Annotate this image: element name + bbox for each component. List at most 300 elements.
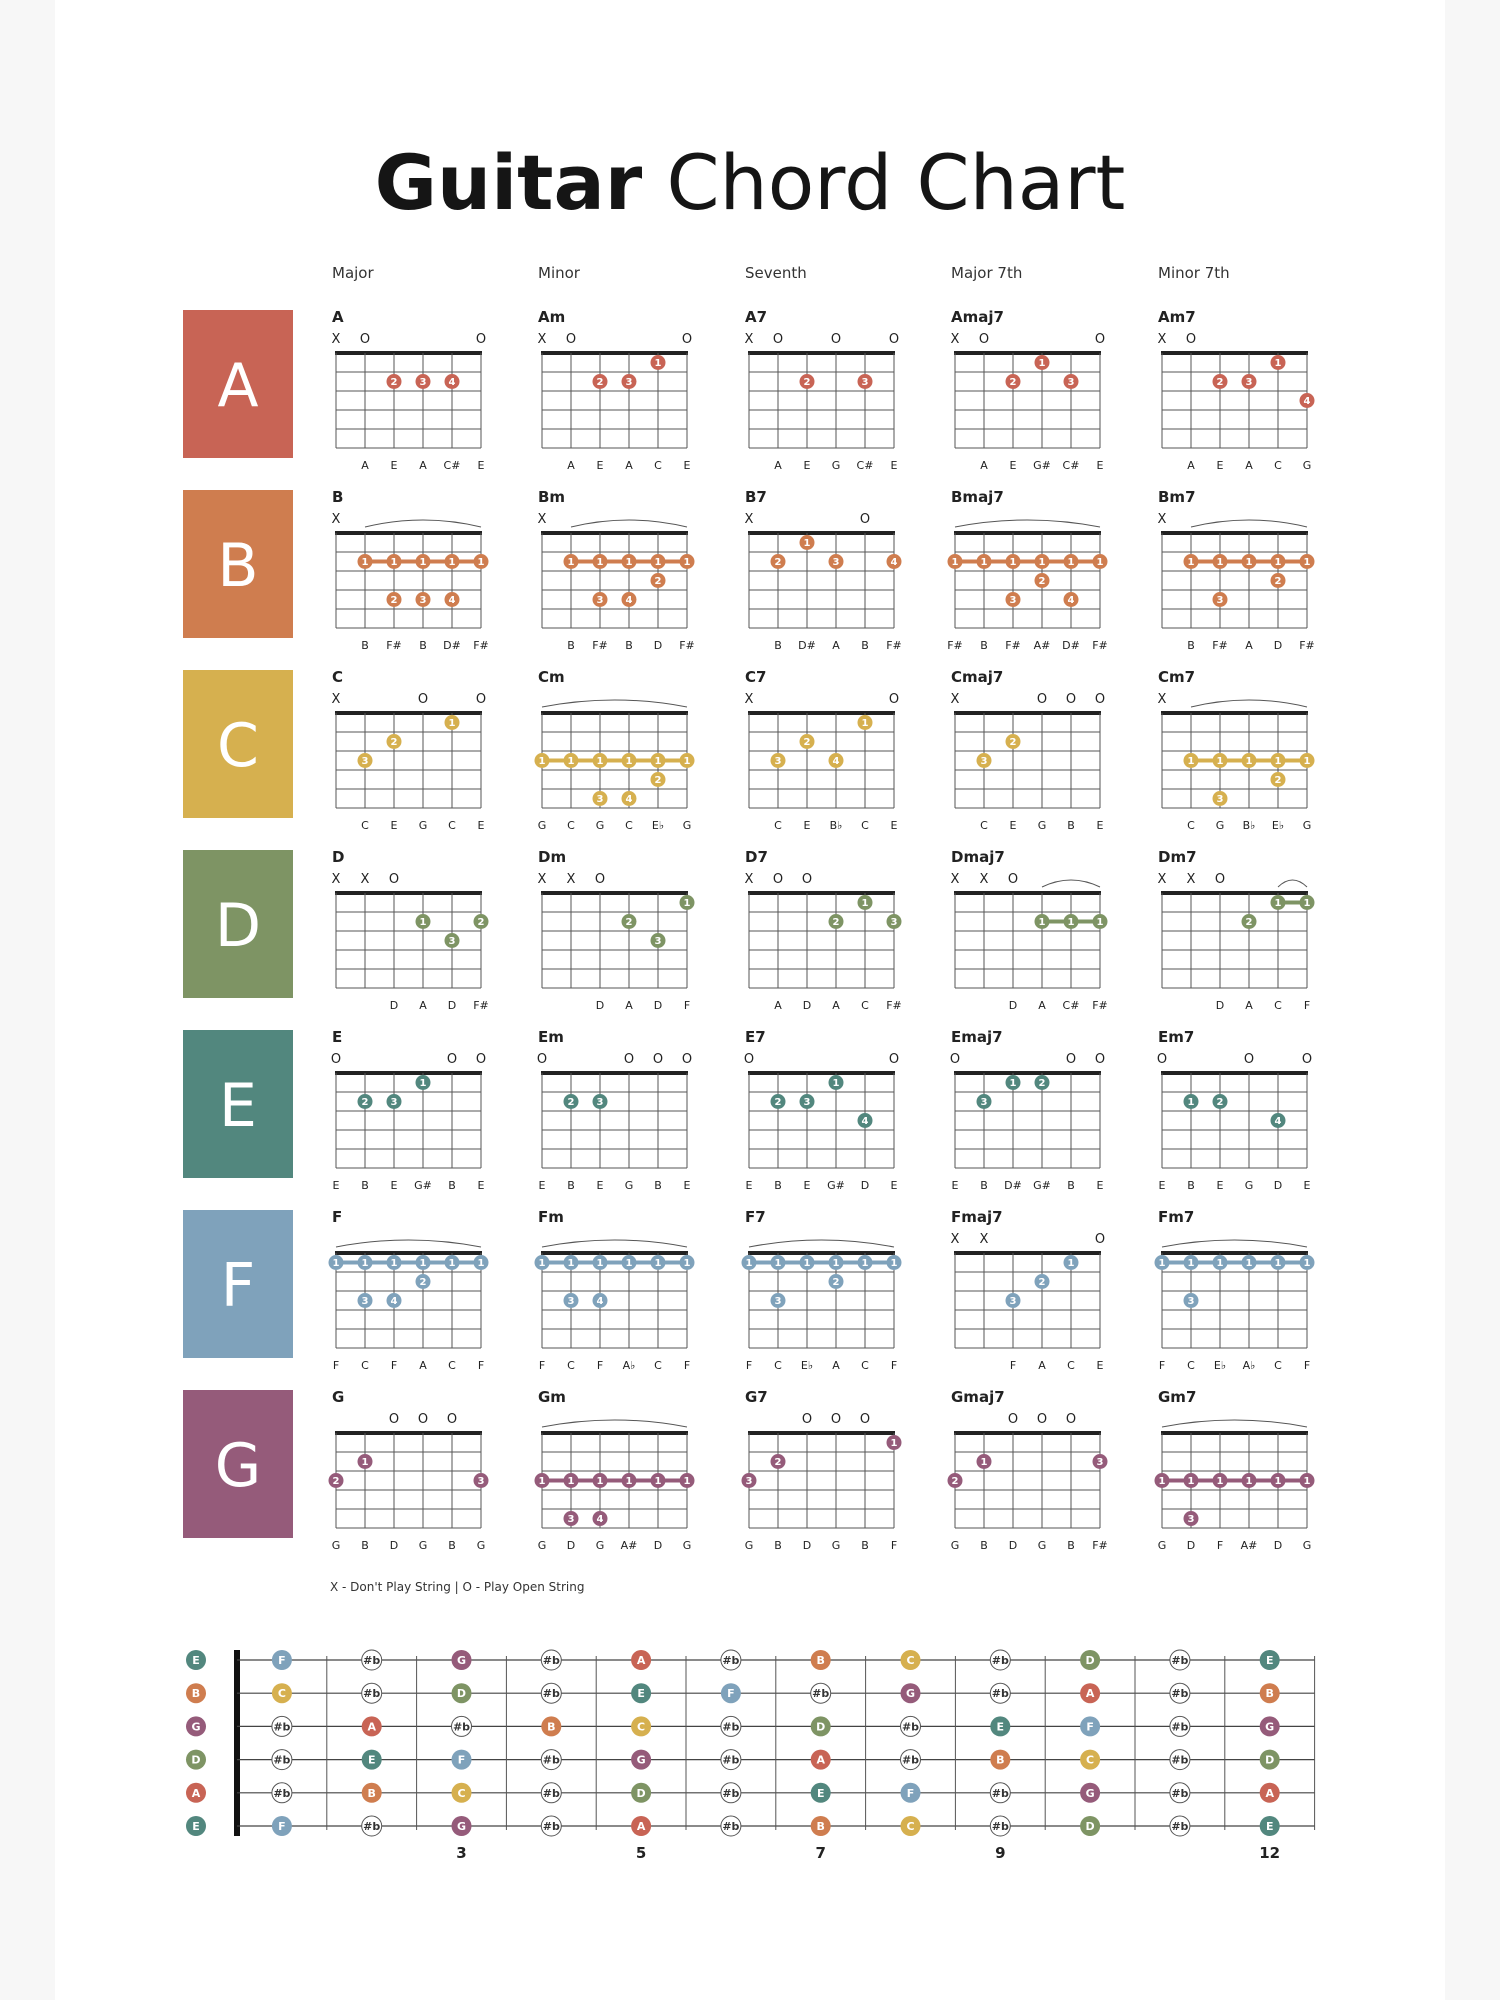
column-header-seventh: Seventh — [745, 264, 807, 282]
string-note: G# — [1033, 1179, 1051, 1192]
fretboard-note-label: A — [1265, 1786, 1274, 1800]
open-marker: O — [1243, 1052, 1255, 1067]
finger-number: 2 — [419, 1277, 427, 1288]
nut — [748, 1071, 895, 1075]
title-bold: Guitar — [374, 138, 643, 227]
finger-number: 1 — [1187, 1258, 1195, 1269]
string-note: A — [774, 999, 782, 1012]
string-note: D — [389, 999, 399, 1012]
finger-number: 1 — [890, 1438, 898, 1449]
string-note: D# — [443, 639, 461, 652]
fretboard-note-label: D — [636, 1786, 646, 1800]
finger-number: 1 — [980, 1457, 988, 1468]
fretboard-note-label: #b — [273, 1720, 291, 1734]
fretboard-note-label: #b — [991, 1786, 1009, 1800]
nut — [541, 531, 688, 535]
fretboard-note-label: A — [636, 1820, 646, 1833]
string-note: E♭ — [800, 1359, 814, 1372]
string-note: E — [803, 1179, 811, 1192]
string-note: D — [653, 1539, 663, 1552]
finger-number: 2 — [774, 1457, 782, 1468]
nut — [541, 1431, 688, 1435]
chord-diagram-Bm7 — [1158, 488, 1315, 652]
string-note: D# — [1062, 639, 1080, 652]
open-marker: O — [652, 1052, 664, 1067]
nut — [1161, 1251, 1308, 1255]
fretboard-note-label: #b — [542, 1687, 560, 1701]
string-note: F — [1303, 1359, 1311, 1372]
string-note: E — [1096, 1179, 1104, 1192]
finger-number: 3 — [596, 794, 604, 805]
string-note: C — [1187, 819, 1195, 832]
string-note: B — [774, 639, 782, 652]
finger-number: 1 — [448, 718, 456, 729]
fretboard-note-label: #b — [1171, 1720, 1189, 1734]
nut — [541, 1071, 688, 1075]
string-note: B — [1187, 639, 1195, 652]
mute-marker: X — [1157, 872, 1167, 887]
finger-number: 1 — [1187, 557, 1195, 568]
fretboard-note-label: E — [192, 1820, 200, 1833]
fretboard-note-label: C — [906, 1820, 915, 1833]
string-note: E♭ — [651, 819, 665, 832]
fretboard-note-label: G — [1265, 1720, 1275, 1734]
finger-number: 2 — [832, 917, 840, 928]
finger-number: 1 — [1158, 1258, 1166, 1269]
finger-number: 3 — [567, 1514, 575, 1525]
string-note: G# — [414, 1179, 432, 1192]
barre-arc — [1162, 1420, 1307, 1427]
fret-number: 7 — [815, 1844, 826, 1862]
string-note: D — [389, 1539, 399, 1552]
fretboard-note-label: G — [905, 1687, 916, 1701]
string-note: A# — [1033, 639, 1051, 652]
finger-number: 1 — [803, 1258, 811, 1269]
nut — [335, 351, 482, 355]
finger-number: 1 — [1187, 1097, 1195, 1108]
finger-number: 2 — [803, 737, 811, 748]
string-note: B — [361, 1539, 369, 1552]
finger-number: 3 — [1216, 794, 1224, 805]
mute-marker: X — [566, 872, 576, 887]
finger-number: 1 — [596, 756, 604, 767]
finger-number: 1 — [890, 1258, 898, 1269]
finger-number: 2 — [832, 1277, 840, 1288]
fretboard-note-label: #b — [1171, 1654, 1189, 1667]
finger-number: 2 — [361, 1097, 369, 1108]
string-note: C — [567, 1359, 575, 1372]
nut — [541, 1251, 688, 1255]
chord-diagram-Gm7 — [1155, 1388, 1315, 1552]
string-note: B — [980, 1539, 988, 1552]
string-note: G — [331, 1539, 341, 1552]
chord-name: F — [332, 1208, 343, 1226]
open-marker: O — [888, 1052, 900, 1067]
chord-name: Cm — [538, 668, 565, 686]
open-marker: O — [594, 872, 606, 887]
mute-marker: X — [950, 872, 960, 887]
finger-number: 1 — [1216, 1476, 1224, 1487]
nut — [748, 1431, 895, 1435]
fretboard-note-label: E — [637, 1687, 645, 1701]
string-note: D — [860, 1179, 870, 1192]
string-note: C — [654, 1359, 662, 1372]
string-note: E — [390, 1179, 398, 1192]
fret-number: 9 — [995, 1844, 1006, 1862]
fretboard-note-label: D — [816, 1720, 826, 1734]
mute-marker: X — [1157, 512, 1167, 527]
finger-number: 3 — [1009, 595, 1017, 606]
string-note: G — [595, 819, 605, 832]
string-note: F — [477, 1359, 485, 1372]
fretboard-note-label: E — [192, 1654, 200, 1667]
string-note: A — [774, 459, 782, 472]
barre-arc — [955, 520, 1100, 527]
string-note: F# — [1299, 639, 1315, 652]
string-note: C# — [856, 459, 874, 472]
finger-number: 2 — [1038, 576, 1046, 587]
chord-name: Bmaj7 — [951, 488, 1004, 506]
open-marker: O — [1094, 692, 1106, 707]
finger-number: 1 — [1038, 557, 1046, 568]
open-marker: O — [1094, 1232, 1106, 1247]
string-note: C — [861, 819, 869, 832]
finger-number: 1 — [448, 1258, 456, 1269]
string-note: E — [390, 459, 398, 472]
string-note: C — [448, 1359, 456, 1372]
chord-name: Bm — [538, 488, 566, 506]
fretboard-note-label: B — [191, 1687, 201, 1701]
open-marker: O — [978, 332, 990, 347]
nut — [541, 891, 688, 895]
string-note: C — [1187, 1359, 1195, 1372]
finger-number: 1 — [567, 1258, 575, 1269]
chord-name: Gm7 — [1158, 1388, 1197, 1406]
finger-number: 1 — [361, 1457, 369, 1468]
chord-name: E — [332, 1028, 343, 1046]
chord-diagram-E7 — [744, 1028, 899, 1192]
string-note: B — [774, 1179, 782, 1192]
finger-number: 4 — [832, 756, 840, 767]
open-marker: O — [772, 332, 784, 347]
finger-number: 2 — [774, 1097, 782, 1108]
finger-number: 1 — [419, 557, 427, 568]
open-marker: O — [949, 1052, 961, 1067]
finger-number: 1 — [477, 1258, 485, 1269]
finger-number: 4 — [448, 377, 456, 388]
string-note: F — [745, 1359, 753, 1372]
chord-diagram-Em — [537, 1028, 692, 1192]
string-note: C — [1274, 1359, 1282, 1372]
finger-number: 1 — [832, 1078, 840, 1089]
nut — [954, 1071, 1101, 1075]
finger-number: 4 — [1274, 1116, 1282, 1127]
open-marker: O — [1185, 332, 1197, 347]
string-note: F# — [473, 639, 489, 652]
string-note: A — [361, 459, 369, 472]
finger-number: 1 — [683, 898, 691, 909]
string-note: D — [1008, 999, 1018, 1012]
finger-number: 1 — [861, 1258, 869, 1269]
barre-arc — [1162, 1240, 1307, 1247]
finger-number: 3 — [980, 756, 988, 767]
fretboard-nut — [234, 1650, 240, 1836]
finger-number: 2 — [390, 595, 398, 606]
chord-diagram-Fmaj7 — [951, 1208, 1106, 1372]
chord-name: A7 — [745, 308, 768, 326]
root-label-A: A — [217, 351, 259, 421]
fretboard-note-label: #b — [812, 1687, 830, 1701]
chord-diagram-Dm — [538, 848, 695, 1012]
finger-number: 1 — [538, 1258, 546, 1269]
fretboard-note-label: B — [996, 1753, 1005, 1767]
root-label-C: C — [217, 711, 259, 781]
finger-number: 2 — [477, 917, 485, 928]
fretboard-note-label: G — [456, 1654, 467, 1667]
string-note: D# — [798, 639, 816, 652]
finger-number: 1 — [1245, 1476, 1253, 1487]
open-marker: O — [830, 1412, 842, 1427]
finger-number: 1 — [683, 1476, 691, 1487]
string-note: C — [1274, 999, 1282, 1012]
string-note: A# — [620, 1539, 638, 1552]
fretboard-note-label: #b — [722, 1786, 740, 1800]
string-note: A — [419, 999, 427, 1012]
finger-number: 1 — [1274, 557, 1282, 568]
string-note: E — [1096, 1359, 1104, 1372]
string-note: E — [1216, 1179, 1224, 1192]
string-note: E — [1009, 459, 1017, 472]
fretboard-note-label: D — [456, 1687, 467, 1701]
string-note: D — [1186, 1539, 1196, 1552]
finger-number: 1 — [745, 1258, 753, 1269]
string-note: F — [683, 999, 691, 1012]
string-note: F — [890, 1359, 898, 1372]
fretboard-note-label: C — [1086, 1753, 1095, 1767]
string-note: B — [567, 639, 575, 652]
finger-number: 2 — [1216, 1097, 1224, 1108]
fretboard-note-label: G — [636, 1753, 646, 1767]
nut — [335, 1431, 482, 1435]
chord-name: Am7 — [1158, 308, 1196, 326]
root-label-F: F — [220, 1251, 256, 1321]
string-note: G# — [1033, 459, 1051, 472]
chord-name: A — [332, 308, 344, 326]
chord-name: Em — [538, 1028, 564, 1046]
finger-number: 3 — [980, 1097, 988, 1108]
finger-number: 2 — [596, 377, 604, 388]
chord-diagram-B7 — [745, 488, 902, 652]
chord-diagram-A — [332, 308, 487, 472]
chord-diagram-Bmaj7 — [947, 488, 1108, 652]
nut — [1161, 351, 1308, 355]
mute-marker: X — [979, 872, 989, 887]
fretboard-note-label: A — [636, 1654, 646, 1667]
nut — [335, 1251, 482, 1255]
string-note: E — [890, 459, 898, 472]
chord-diagram-G — [329, 1388, 489, 1552]
chord-diagram-Cm — [535, 668, 695, 832]
finger-number: 1 — [419, 1258, 427, 1269]
string-note: A — [1245, 999, 1253, 1012]
chord-diagram-Bm — [538, 488, 695, 652]
fretboard-note-label: A — [816, 1753, 825, 1767]
nut — [1161, 1431, 1308, 1435]
string-note: F# — [1212, 639, 1228, 652]
open-marker: O — [681, 332, 693, 347]
finger-number: 1 — [567, 756, 575, 767]
fretboard-note-label: D — [1265, 1753, 1275, 1767]
mute-marker: X — [537, 332, 547, 347]
finger-number: 1 — [390, 1258, 398, 1269]
chord-diagram-Cm7 — [1158, 668, 1315, 832]
string-note: F — [1216, 1539, 1224, 1552]
finger-number: 1 — [1009, 1078, 1017, 1089]
finger-number: 1 — [1038, 917, 1046, 928]
string-note: G — [682, 1539, 692, 1552]
root-label-D: D — [214, 891, 262, 961]
finger-number: 1 — [538, 1476, 546, 1487]
open-marker: O — [801, 1412, 813, 1427]
fretboard-note-label: G — [191, 1720, 201, 1734]
finger-number: 1 — [1303, 557, 1311, 568]
finger-number: 1 — [1187, 1476, 1195, 1487]
chord-diagram-B — [332, 488, 489, 652]
finger-number: 1 — [683, 1258, 691, 1269]
open-marker: O — [888, 332, 900, 347]
barre-arc — [336, 1240, 481, 1247]
string-note: F — [1303, 999, 1311, 1012]
string-note: D — [1215, 999, 1225, 1012]
finger-number: 1 — [1096, 917, 1104, 928]
open-marker: O — [388, 872, 400, 887]
string-note: F# — [592, 639, 608, 652]
finger-number: 1 — [1245, 557, 1253, 568]
finger-number: 1 — [1274, 1258, 1282, 1269]
string-note: C — [1067, 1359, 1075, 1372]
finger-number: 2 — [951, 1476, 959, 1487]
finger-number: 2 — [1245, 917, 1253, 928]
chord-name: Cm7 — [1158, 668, 1196, 686]
finger-number: 1 — [1038, 358, 1046, 369]
open-marker: O — [359, 332, 371, 347]
open-marker: O — [1007, 1412, 1019, 1427]
legend: X - Don't Play String | O - Play Open String — [330, 1580, 585, 1594]
string-note: C# — [1062, 459, 1080, 472]
nut — [748, 1251, 895, 1255]
string-note: F# — [679, 639, 695, 652]
finger-number: 1 — [951, 557, 959, 568]
fretboard-note-label: #b — [273, 1753, 291, 1767]
fretboard-note-label: #b — [1171, 1786, 1189, 1800]
string-note: E — [890, 1179, 898, 1192]
finger-number: 4 — [448, 595, 456, 606]
open-marker: O — [446, 1412, 458, 1427]
string-note: C — [625, 819, 633, 832]
nut — [954, 711, 1101, 715]
open-marker: O — [888, 692, 900, 707]
fretboard-note-label: F — [278, 1820, 286, 1833]
mute-marker: X — [360, 872, 370, 887]
finger-number: 3 — [596, 595, 604, 606]
nut — [1161, 1071, 1308, 1075]
string-note: F — [538, 1359, 546, 1372]
fretboard-note-label: B — [816, 1820, 825, 1833]
finger-number: 2 — [1038, 1277, 1046, 1288]
finger-number: 2 — [803, 377, 811, 388]
string-note: C — [861, 1359, 869, 1372]
string-note: G — [950, 1539, 960, 1552]
nut — [954, 351, 1101, 355]
fretboard-note-label: F — [727, 1687, 735, 1701]
finger-number: 1 — [1303, 1476, 1311, 1487]
open-marker: O — [1094, 1052, 1106, 1067]
chord-diagram-Cmaj7 — [951, 668, 1106, 832]
finger-number: 3 — [1067, 377, 1075, 388]
open-marker: O — [1094, 332, 1106, 347]
string-note: C — [980, 819, 988, 832]
string-note: G — [1244, 1179, 1254, 1192]
finger-number: 1 — [1274, 1476, 1282, 1487]
chord-diagram-F — [329, 1208, 489, 1372]
finger-number: 2 — [390, 737, 398, 748]
finger-number: 1 — [1303, 898, 1311, 909]
fretboard-note-label: #b — [452, 1720, 471, 1734]
fretboard-note-label: E — [367, 1753, 376, 1767]
string-note: A — [980, 459, 988, 472]
fretboard-note-label: #b — [1171, 1753, 1189, 1767]
fretboard-note-label: C — [906, 1654, 915, 1667]
string-note: D — [1273, 1539, 1283, 1552]
fretboard-note-label: #b — [363, 1687, 381, 1701]
finger-number: 1 — [803, 538, 811, 549]
finger-number: 2 — [1274, 576, 1282, 587]
chord-name: Am — [538, 308, 566, 326]
fretboard-note-label: F — [457, 1753, 466, 1767]
string-note: F# — [947, 639, 963, 652]
chord-name: G7 — [745, 1388, 768, 1406]
chord-diagram-G7 — [742, 1388, 902, 1552]
finger-number: 2 — [654, 576, 662, 587]
string-note: E — [803, 459, 811, 472]
finger-number: 1 — [1303, 1258, 1311, 1269]
mute-marker: X — [537, 512, 547, 527]
string-note: E — [1158, 1179, 1166, 1192]
fretboard-note-label: D — [191, 1753, 201, 1767]
string-note: C — [448, 819, 456, 832]
finger-number: 1 — [538, 756, 546, 767]
mute-marker: X — [1157, 332, 1167, 347]
barre-arc — [542, 700, 687, 707]
string-note: F# — [386, 639, 402, 652]
chord-diagram-F7 — [742, 1208, 902, 1372]
finger-number: 1 — [1158, 1476, 1166, 1487]
open-marker: O — [1036, 692, 1048, 707]
string-note: D — [566, 1539, 576, 1552]
string-note: B — [1067, 1539, 1075, 1552]
string-note: A — [832, 639, 840, 652]
string-note: G — [831, 1539, 841, 1552]
string-note: C — [774, 819, 782, 832]
string-note: E — [596, 459, 604, 472]
open-marker: O — [772, 872, 784, 887]
chord-name: Fm7 — [1158, 1208, 1195, 1226]
open-marker: O — [1036, 1412, 1048, 1427]
finger-number: 2 — [1038, 1078, 1046, 1089]
fretboard-note-label: #b — [542, 1786, 560, 1800]
finger-number: 3 — [774, 756, 782, 767]
string-note: B — [361, 639, 369, 652]
